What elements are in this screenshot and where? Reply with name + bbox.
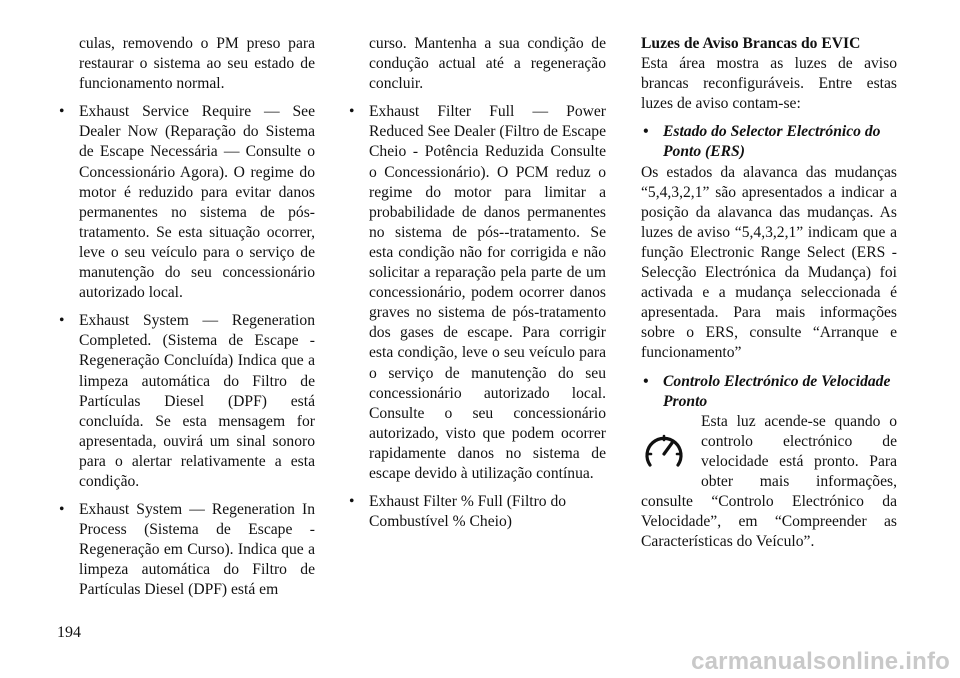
continued-paragraph: curso. Mantenha a sua condição de condução actual até a regeneração concluir. (369, 35, 606, 93)
speedometer-icon (641, 412, 701, 492)
speed-control-description (641, 412, 897, 553)
section-intro: Esta área mostra as luzes de aviso brancas reconfiguráveis. Entre estas luzes de aviso contam-se: (641, 55, 897, 113)
speed-control-text: Esta luz acende-se quando o controlo electrónico de velocidade está pronto. Para obter mais informações, consulte “Controlo Electrónico da Velocidade”, em “Compreender as Características do Veículo”. (641, 412, 897, 551)
bullet-regeneration-in-process: • Exhaust System — Regeneration In Process (Sistema de Escape - Regeneração em Curso). Indica que a limpeza automática do Filtro de Partículas Diesel (DPF) está em (57, 500, 315, 600)
bullet-exhaust-filter-full: • Exhaust Filter Full — Power Reduced See Dealer (Filtro de Escape Cheio - Potência Reduzida Consulte o Concessionário). O PCM reduz o regime do motor para limitar a probabilidade de danos permanentes no sistema de pós--tratamento. Se esta condição não for corrigida e não solicitar a reparação pela parte de um concessionário, podem ocorrer danos graves no sistema de pós-tratamento dos gases de escape. Para corrigir esta condição, leve o seu veículo para o serviço de manutenção do seu concessionário autorizado local. Consulte o seu concessionário autorizado, visto que podem ocorrer rapidamente danos no sistema de escape devido à utilização contínua. (347, 102, 606, 484)
left-column (57, 34, 315, 601)
bullet-speed-control-title: • Controlo Electrónico de Velocidade Pronto (641, 372, 897, 412)
continued-paragraph: culas, removendo o PM preso para restaurar o sistema ao seu estado de funcionamento normal. (79, 35, 315, 93)
bullet-exhaust-filter-percent: • Exhaust Filter % Full (Filtro do Combustível % Cheio) (347, 492, 606, 532)
middle-column (347, 34, 606, 532)
bullet-regeneration-completed: • Exhaust System — Regeneration Completed. (Sistema de Escape - Regeneração Concluída) Indica que a limpeza automática do Filtro de Partículas Diesel (DPF) está concluída. Se esta mensagem for apresentada, ouvirá um sinal sonoro para o alertar relativamente a esta condição. (57, 311, 315, 492)
bullet-exhaust-service-required: • Exhaust Service Require — See Dealer Now (Reparação do Sistema de Escape Necessária — Consulte o Concessionário Agora). O regime do motor é reduzido para evitar danos permanentes no sistema de pós-tratamento. Se esta situação ocorrer, leve o seu veículo para o serviço de manutenção do seu concessionário autorizado local. (57, 102, 315, 303)
page-number: 194 (57, 624, 81, 641)
ers-description: Os estados da alavanca das mudanças “5,4,3,2,1” são apresentados a indicar a posição da alavanca das mudanças. As luzes de aviso “5,4,3,2,1” indicam que a função Electronic Range Select (ERS - Selecção Electrónica da Mudança) foi activada e a mudança seleccionada é apresentada. Para mais informações sobre o ERS, consulte “Arranque e funcionamento” (641, 163, 897, 362)
bullet-ers-title: • Estado do Selector Electrónico do Ponto (ERS) (641, 122, 897, 162)
section-heading: Luzes de Aviso Brancas do EVIC (641, 35, 861, 52)
watermark: carmanualsonline.info (691, 648, 950, 675)
right-column (641, 34, 897, 552)
